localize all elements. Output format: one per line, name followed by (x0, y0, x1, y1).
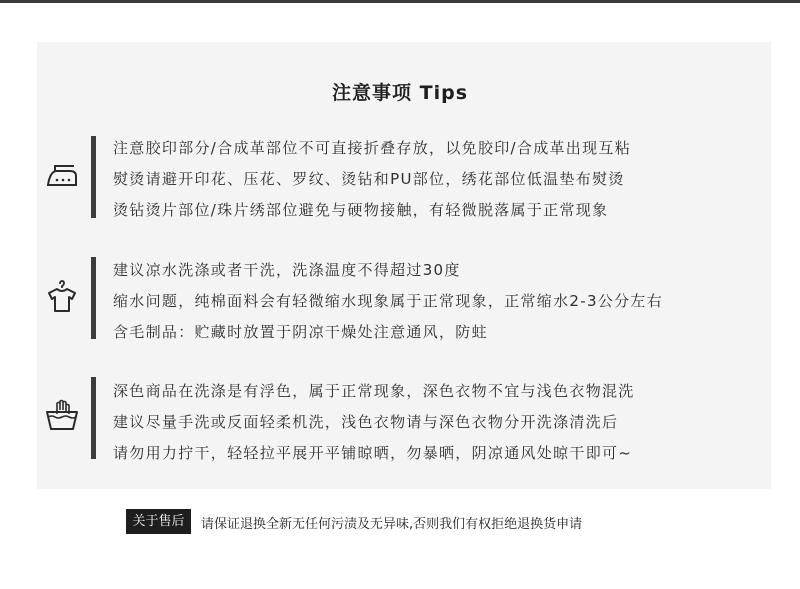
tip-line: 缩水问题，纯棉面料会有轻微缩水现象属于正常现象，正常缩水2-3公分左右 (113, 292, 664, 310)
tip-line: 建议尽量手洗或反面轻柔机洗，浅色衣物请与深色衣物分开洗涤清洗后 (113, 413, 619, 431)
tshirt-hanger-icon (44, 278, 80, 314)
tip-line: 请勿用力拧干，轻轻拉平展开平铺晾晒，勿暴晒，阴凉通风处晾干即可~ (113, 444, 633, 462)
iron-icon (44, 158, 80, 194)
top-border (0, 0, 800, 3)
section-divider (91, 136, 96, 218)
after-sales-badge: 关于售后 (126, 509, 191, 534)
tip-line: 深色商品在洗涤是有浮色，属于正常现象，深色衣物不宜与浅色衣物混洗 (113, 382, 635, 400)
after-sales-notice: 请保证退换全新无任何污渍及无异味,否则我们有权拒绝退换货申请 (201, 517, 583, 532)
hand-wash-icon (44, 398, 80, 434)
tip-line: 注意胶印部分/合成革部位不可直接折叠存放，以免胶印/合成革出现互粘 (113, 139, 632, 157)
tip-line: 含毛制品：贮藏时放置于阴凉干燥处注意通风，防蛀 (113, 323, 488, 341)
page-title: 注意事项 Tips (332, 82, 468, 104)
tip-line: 建议凉水洗涤或者干洗，洗涤温度不得超过30度 (113, 261, 461, 279)
tip-line: 烫钻烫片部位/珠片绣部位避免与硬物接触，有轻微脱落属于正常现象 (113, 201, 609, 219)
tip-line: 熨烫请避开印花、压花、罗纹、烫钻和PU部位，绣花部位低温垫布熨烫 (113, 170, 625, 188)
section-divider (91, 257, 96, 339)
section-divider (91, 377, 96, 459)
